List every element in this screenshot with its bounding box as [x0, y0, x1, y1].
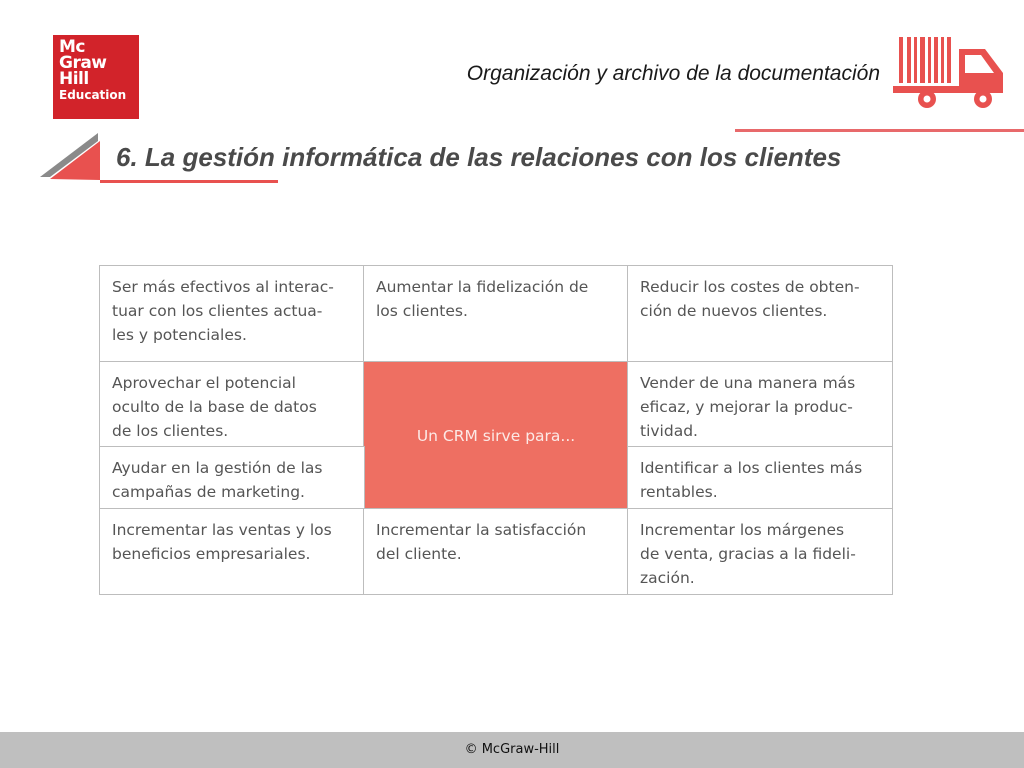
logo-line-mc: Mc — [59, 37, 85, 57]
truck-icon — [893, 33, 1008, 113]
footer-bar — [0, 732, 1024, 768]
table-cell: Ayudar en la gestión de las campañas de marketing. — [99, 446, 365, 510]
title-corner-decoration — [40, 133, 106, 183]
header-divider — [735, 129, 1024, 132]
logo-line-graw: Graw — [59, 53, 107, 73]
table-cell: Vender de una manera más eficaz, y mejorar la produc- tividad. — [627, 361, 893, 448]
slide-subtitle: Organización y archivo de la documentación — [466, 62, 880, 85]
slide-title: 6. La gestión informática de las relaciones con los clientes — [116, 142, 842, 172]
crm-center-cell: Un CRM sirve para... — [363, 361, 629, 510]
table-cell: Aprovechar el potencial oculto de la base de datos de los clientes. — [99, 361, 365, 448]
crm-benefits-table — [99, 265, 893, 595]
table-cell: Ser más efectivos al interac- tuar con los clientes actua- les y potenciales. — [99, 265, 365, 363]
table-cell: Incrementar los márgenes de venta, gracias a la fideli- zación. — [627, 508, 893, 595]
title-underline — [100, 180, 278, 183]
table-cell: Aumentar la fidelización de los clientes. — [363, 265, 629, 363]
logo-line-hill: Hill — [59, 69, 89, 89]
table-cell: Reducir los costes de obten- ción de nuevos clientes. — [627, 265, 893, 363]
mcgraw-hill-logo — [53, 35, 139, 119]
footer-copyright: © McGraw-Hill — [464, 742, 560, 757]
table-cell: Incrementar la satisfacción del cliente. — [363, 508, 629, 595]
table-cell: Identificar a los clientes más rentables. — [627, 446, 893, 510]
table-cell: Incrementar las ventas y los beneficios empresariales. — [99, 508, 365, 595]
logo-text — [59, 39, 126, 103]
logo-line-education: Education — [59, 88, 127, 102]
